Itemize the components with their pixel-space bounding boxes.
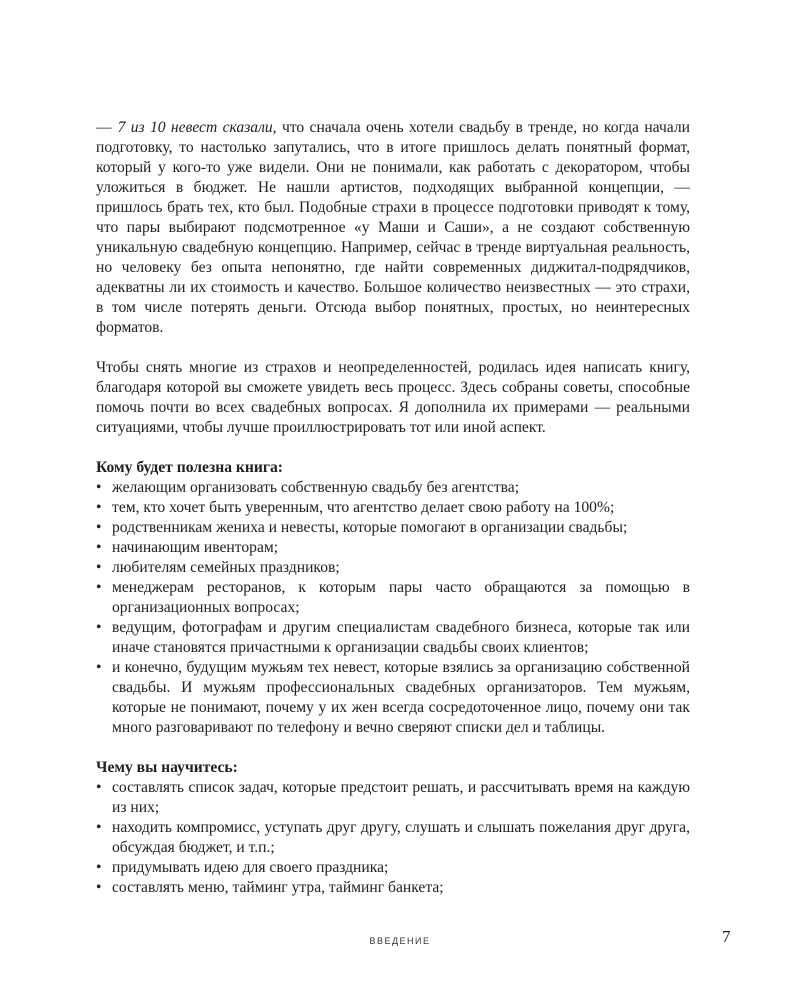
intro-dash: — bbox=[96, 119, 112, 136]
list-item: • ведущим, фотографам и другим специалистам свадебного бизнеса, которые так или иначе становятся причастными к организации свадьбы своих клиентов; bbox=[96, 618, 690, 658]
skills-heading: Чему вы научитесь: bbox=[96, 759, 238, 776]
list-item: • находить компромисс, уступать друг другу, слушать и слышать пожелания друг друга, обсуждая бюджет, и т.п.; bbox=[96, 818, 690, 858]
list-item: • составлять список задач, которые предстоит решать, и рассчитывать время на каждую из них; bbox=[96, 778, 690, 818]
intro-text: что сначала очень хотели свадьбу в тренде, но когда начали подготовку, то настолько запутались, что в итоге пришлось делать понятный формат, который у кого-то уже видели. Они не понимали, как работать с декоратором, чтобы уложиться в бюджет. Не нашли артистов, подходящих выбранной концепции, — пришлось брать тех, кто был. Подобные страхи в процессе подготовки приводят к тому, что пары выбирают подсмотренное «у Маши и Саши», а не создают собственную уникальную свадебную концепцию. Например, сейчас в тренде виртуальная реальность, но человеку без опыта непонятно, где найти современных диджитал-подрядчиков, адекватны ли их стоимость и качество. Большое количество неизвестных — это страхи, в том числе потерять деньги. Отсюда выбор понятных, простых, но неинтересных форматов. bbox=[96, 119, 690, 336]
list-item: • составлять меню, тайминг утра, тайминг банкета; bbox=[96, 878, 690, 898]
list-item: • начинающим ивенторам; bbox=[96, 538, 690, 558]
second-paragraph: Чтобы снять многие из страхов и неопределенностей, родилась идея написать книгу, благодаря которой вы сможете увидеть весь процесс. Здесь собраны советы, способные помочь почти во всех свадебных вопросах. Я дополнила их примерами — реальными ситуациями, чтобы лучше проиллюстрировать тот или иной аспект. bbox=[96, 359, 690, 436]
audience-section bbox=[96, 458, 690, 738]
list-item: • и конечно, будущим мужьям тех невест, которые взялись за организацию собственной свадьбы. И мужьям профессиональных свадебных организаторов. Тем мужьям, которые не понимают, почему у их жен всегда сосредоточенное лицо, почему они так много разговаривают по телефону и вечно сверяют списки дел и таблицы. bbox=[96, 658, 690, 738]
skills-list bbox=[96, 778, 690, 898]
list-item: • придумывать идею для своего праздника; bbox=[96, 858, 690, 878]
list-item: • тем, кто хочет быть уверенным, что агентство делает свою работу на 100%; bbox=[96, 498, 690, 518]
intro-italic-lead: 7 из 10 невест сказали, bbox=[117, 119, 277, 136]
list-item: • менеджерам ресторанов, к которым пары часто обращаются за помощью в организационных вопросах; bbox=[96, 578, 690, 618]
page-body bbox=[96, 118, 690, 898]
running-footer-section: ВВЕДЕНИЕ bbox=[369, 936, 431, 946]
page-number: 7 bbox=[722, 927, 731, 946]
list-item: • родственникам жениха и невесты, которые помогают в организации свадьбы; bbox=[96, 518, 690, 538]
intro-paragraph bbox=[96, 118, 690, 338]
audience-list bbox=[96, 478, 690, 738]
audience-heading: Кому будет полезна книга: bbox=[96, 459, 283, 476]
list-item: • желающим организовать собственную свадьбу без агентства; bbox=[96, 478, 690, 498]
list-item: • любителям семейных праздников; bbox=[96, 558, 690, 578]
skills-section bbox=[96, 758, 690, 898]
